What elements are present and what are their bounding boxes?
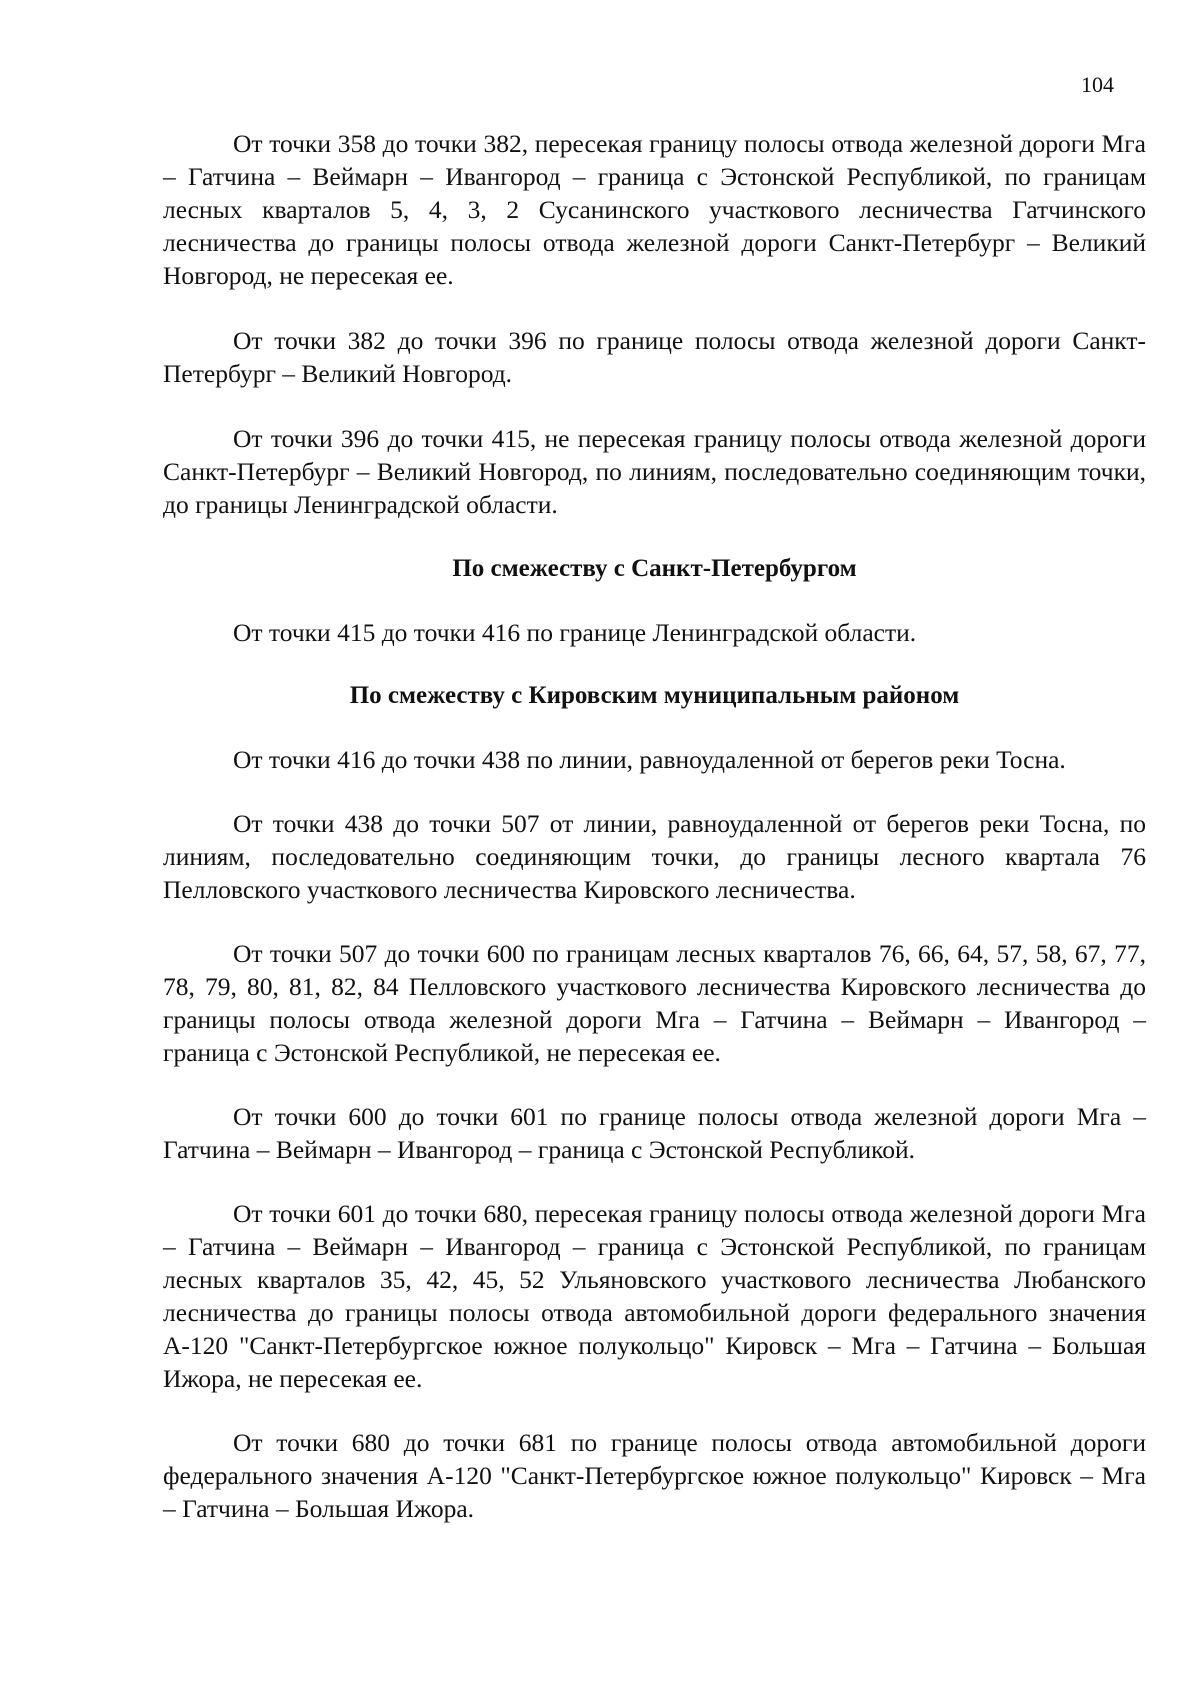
paragraph-396-415: От точки 396 до точки 415, не пересекая границу полосы отвода железной дороги Санкт-Петербург – Великий Новгород, по линиям, последовательно соединяющим точки, до границы Ленинградской области. xyxy=(163,424,1146,519)
paragraph-358-382: От точки 358 до точки 382, пересекая границу полосы отвода железной дороги Мга – Гатчина – Веймарн – Ивангород – граница с Эстонской Республикой, по границам лесных кварталов 5, 4, 3, 2 Сусанинского участкового лесничества Гатчинского лесничества до границы полосы отвода железной дороги Санкт-Петербург – Великий Новгород, не пересекая ее. xyxy=(163,129,1146,290)
paragraph-600-601: От точки 600 до точки 601 по границе полосы отвода железной дороги Мга – Гатчина – Веймарн – Ивангород – граница с Эстонской Республикой. xyxy=(163,1102,1146,1164)
paragraph-601-680: От точки 601 до точки 680, пересекая границу полосы отвода железной дороги Мга – Гатчина – Веймарн – Ивангород – граница с Эстонской Республикой, по границам лесных кварталов 35, 42, 45, 52 Ульяновского участкового лесничества Любанского лесничества до границы полосы отвода автомобильной дороги федерального значения А-120 "Санкт-Петербургское южное полукольцо" Кировск – Мга – Гатчина – Большая Ижора, не пересекая ее. xyxy=(163,1199,1146,1393)
paragraph-507-600: От точки 507 до точки 600 по границам лесных кварталов 76, 66, 64, 57, 58, 67, 77, 78, 79, 80, 81, 82, 84 Пелловского участкового лесничества Кировского лесничества до границы полосы отвода железной дороги Мга – Гатчина – Веймарн – Ивангород – граница с Эстонской Республикой, не пересекая ее. xyxy=(163,939,1146,1067)
paragraph-438-507: От точки 438 до точки 507 от линии, равноудаленной от берегов реки Тосна, по линиям, последовательно соединяющим точки, до границы лесного квартала 76 Пелловского участкового лесничества Кировского лесничества. xyxy=(163,809,1146,904)
paragraph-680-681: От точки 680 до точки 681 по границе полосы отвода автомобильной дороги федерального значения А-120 "Санкт-Петербургское южное полукольцо" Кировск – Мга – Гатчина – Большая Ижора. xyxy=(163,1428,1146,1523)
section-heading-kirovsk: По смежеству с Кировским муниципальным районом xyxy=(349,682,960,709)
section-heading-spb: По смежеству с Санкт-Петербургом xyxy=(452,555,857,582)
paragraph-416-438: От точки 416 до точки 438 по линии, равноудаленной от берегов реки Тосна. xyxy=(233,745,1066,774)
paragraph-382-396: От точки 382 до точки 396 по границе полосы отвода железной дороги Санкт-Петербург – Великий Новгород. xyxy=(163,326,1146,388)
document-body xyxy=(163,127,1146,1525)
paragraph-415-416: От точки 415 до точки 416 по границе Ленинградской области. xyxy=(233,618,917,647)
page-number: 104 xyxy=(1081,72,1114,97)
